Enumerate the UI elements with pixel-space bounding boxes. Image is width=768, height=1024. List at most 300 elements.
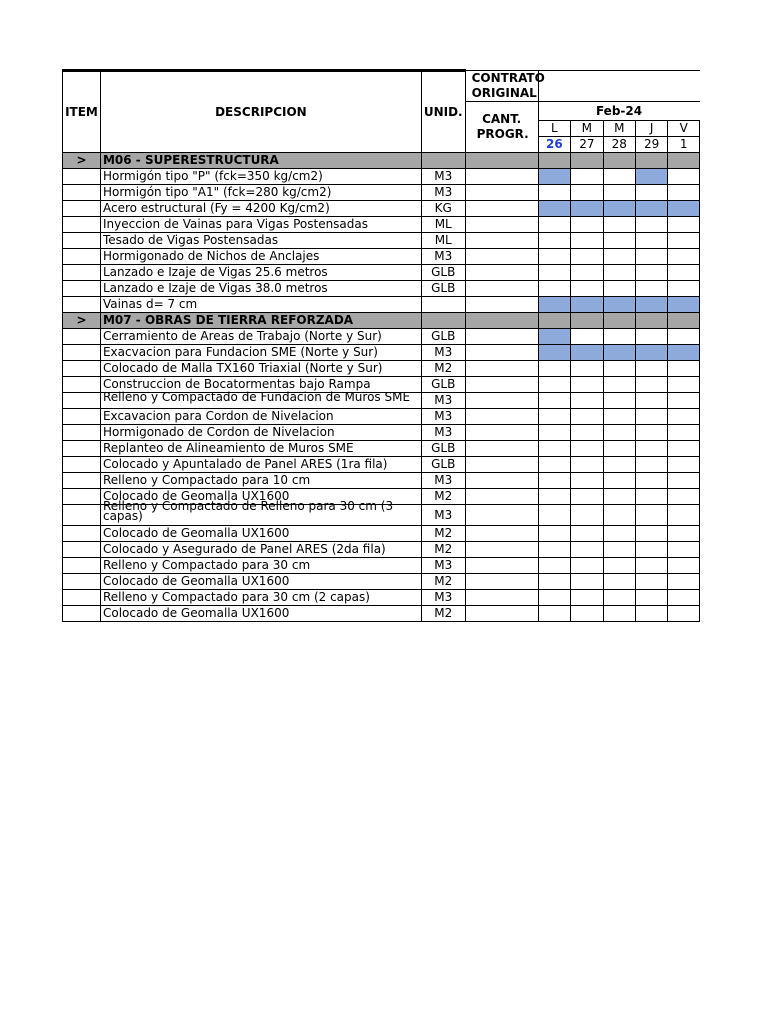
row-cant-progr — [465, 217, 538, 233]
row-cant-progr — [465, 473, 538, 489]
row-cant-progr — [465, 457, 538, 473]
gantt-cell — [603, 377, 635, 393]
gantt-cell — [635, 505, 667, 526]
row-cant-progr — [465, 345, 538, 361]
gantt-cell — [571, 606, 603, 622]
gantt-cell — [635, 473, 667, 489]
row-description: Colocado y Asegurado de Panel ARES (2da fila) — [100, 542, 421, 558]
gantt-cell — [603, 265, 635, 281]
group-row — [63, 313, 700, 329]
row-unit: GLB — [421, 377, 465, 393]
table-row — [63, 590, 700, 606]
row-cant-progr — [465, 441, 538, 457]
row-description: Inyeccion de Vainas para Vigas Postensadas — [100, 217, 421, 233]
row-description — [100, 499, 421, 526]
row-description: Hormigón tipo "P" (fck=350 kg/cm2) — [100, 169, 421, 185]
gantt-cell — [571, 542, 603, 558]
gantt-cell — [538, 281, 571, 297]
gantt-cell — [668, 249, 700, 265]
row-cant-progr — [465, 169, 538, 185]
header-month: Feb-24 — [538, 102, 699, 121]
row-description: Colocado de Geomalla UX1600 — [100, 606, 421, 622]
gantt-cell — [538, 542, 571, 558]
row-item — [63, 361, 101, 377]
row-cant-progr — [465, 313, 538, 329]
header-weekday: V — [668, 121, 700, 137]
row-description: Colocado de Geomalla UX1600 — [100, 489, 421, 505]
gantt-cell — [668, 409, 700, 425]
row-description: Colocado de Geomalla UX1600 — [100, 574, 421, 590]
gantt-cell — [603, 153, 635, 169]
table-row — [63, 345, 700, 361]
row-item — [63, 249, 101, 265]
gantt-cell — [668, 393, 700, 409]
table-row — [63, 249, 700, 265]
row-item: > — [63, 313, 101, 329]
gantt-cell — [538, 489, 571, 505]
row-description: Tesado de Vigas Postensadas — [100, 233, 421, 249]
row-description: Acero estructural (Fy = 4200 Kg/cm2) — [100, 201, 421, 217]
gantt-cell — [571, 361, 603, 377]
row-item: > — [63, 153, 101, 169]
gantt-cell — [668, 558, 700, 574]
row-cant-progr — [465, 393, 538, 409]
gantt-bar-cell — [603, 297, 635, 313]
row-item — [63, 281, 101, 297]
gantt-cell — [571, 473, 603, 489]
row-unit: GLB — [421, 281, 465, 297]
row-item — [63, 217, 101, 233]
row-description: Relleno y Compactado para 10 cm — [100, 473, 421, 489]
row-unit: M3 — [421, 249, 465, 265]
row-item — [63, 329, 101, 345]
gantt-cell — [635, 542, 667, 558]
row-cant-progr — [465, 233, 538, 249]
row-description: M06 - SUPERESTRUCTURA — [100, 153, 421, 169]
row-description: M07 - OBRAS DE TIERRA REFORZADA — [100, 313, 421, 329]
gantt-cell — [668, 489, 700, 505]
gantt-bar-cell — [635, 297, 667, 313]
row-cant-progr — [465, 265, 538, 281]
gantt-cell — [635, 265, 667, 281]
gantt-bar-cell — [538, 201, 571, 217]
table-row — [63, 185, 700, 201]
row-cant-progr — [465, 409, 538, 425]
row-unit: M3 — [421, 425, 465, 441]
gantt-cell — [603, 473, 635, 489]
row-cant-progr — [465, 153, 538, 169]
row-item — [63, 233, 101, 249]
gantt-cell — [603, 505, 635, 526]
row-description: Relleno y Compactado para 30 cm (2 capas) — [100, 590, 421, 606]
row-unit: M3 — [421, 505, 465, 526]
row-item — [63, 489, 101, 505]
gantt-cell — [538, 590, 571, 606]
row-description: Hormigón tipo "A1" (fck=280 kg/cm2) — [100, 185, 421, 201]
gantt-cell — [668, 153, 700, 169]
gantt-bar-cell — [668, 201, 700, 217]
row-item — [63, 185, 101, 201]
gantt-bar-cell — [635, 345, 667, 361]
row-unit: ML — [421, 233, 465, 249]
header-item: ITEM — [63, 71, 101, 153]
gantt-cell — [635, 217, 667, 233]
gantt-cell — [603, 329, 635, 345]
row-unit: M2 — [421, 489, 465, 505]
gantt-cell — [668, 590, 700, 606]
row-cant-progr — [465, 489, 538, 505]
gantt-cell — [571, 425, 603, 441]
gantt-cell — [571, 409, 603, 425]
row-item — [63, 457, 101, 473]
gantt-cell — [668, 542, 700, 558]
row-description: Relleno y Compactado para 30 cm — [100, 558, 421, 574]
table-row — [63, 201, 700, 217]
row-item — [63, 377, 101, 393]
row-description: Lanzado e Izaje de Vigas 25.6 metros — [100, 265, 421, 281]
gantt-cell — [668, 265, 700, 281]
header-weekday: J — [635, 121, 667, 137]
gantt-cell — [571, 249, 603, 265]
table-row — [63, 233, 700, 249]
table-row — [63, 441, 700, 457]
row-item — [63, 345, 101, 361]
gantt-cell — [571, 153, 603, 169]
gantt-cell — [668, 425, 700, 441]
row-unit: ML — [421, 217, 465, 233]
row-cant-progr — [465, 297, 538, 313]
row-unit: KG — [421, 201, 465, 217]
table-row — [63, 526, 700, 542]
gantt-cell — [538, 265, 571, 281]
row-unit: M3 — [421, 185, 465, 201]
gantt-cell — [603, 185, 635, 201]
table-row — [63, 169, 700, 185]
row-description: Cerramiento de Areas de Trabajo (Norte y Sur) — [100, 329, 421, 345]
gantt-cell — [603, 526, 635, 542]
row-item — [63, 542, 101, 558]
gantt-cell — [603, 441, 635, 457]
row-cant-progr — [465, 425, 538, 441]
gantt-cell — [668, 606, 700, 622]
row-unit — [421, 153, 465, 169]
row-item — [63, 590, 101, 606]
gantt-cell — [571, 185, 603, 201]
header-cant — [465, 102, 538, 153]
row-description-text: Relleno y Compactado de Fundacion de Muros SME — [102, 389, 411, 404]
gantt-cell — [635, 377, 667, 393]
table-row — [63, 329, 700, 345]
gantt-cell — [668, 281, 700, 297]
gantt-cell — [603, 558, 635, 574]
table-row — [63, 574, 700, 590]
gantt-cell — [538, 249, 571, 265]
row-unit: M3 — [421, 409, 465, 425]
row-item — [63, 297, 101, 313]
row-description: Excavacion para Cordon de Nivelacion — [100, 409, 421, 425]
gantt-cell — [571, 313, 603, 329]
row-description: Lanzado e Izaje de Vigas 38.0 metros — [100, 281, 421, 297]
gantt-cell — [635, 574, 667, 590]
row-unit: M2 — [421, 526, 465, 542]
row-cant-progr — [465, 281, 538, 297]
gantt-cell — [603, 393, 635, 409]
header-day-number: 29 — [635, 137, 667, 153]
row-item — [63, 606, 101, 622]
gantt-cell — [635, 153, 667, 169]
gantt-cell — [603, 361, 635, 377]
gantt-cell — [538, 558, 571, 574]
gantt-cell — [538, 441, 571, 457]
row-description: Replanteo de Alineamiento de Muros SME — [100, 441, 421, 457]
row-item — [63, 265, 101, 281]
row-cant-progr — [465, 590, 538, 606]
gantt-cell — [668, 329, 700, 345]
gantt-cell — [635, 281, 667, 297]
gantt-bar-cell — [538, 329, 571, 345]
gantt-cell — [571, 489, 603, 505]
gantt-cell — [571, 558, 603, 574]
gantt-cell — [635, 313, 667, 329]
row-unit: GLB — [421, 329, 465, 345]
gantt-cell — [571, 441, 603, 457]
gantt-cell — [538, 393, 571, 409]
row-unit: M2 — [421, 361, 465, 377]
gantt-cell — [538, 409, 571, 425]
header-day-number: 27 — [571, 137, 603, 153]
gantt-cell — [538, 233, 571, 249]
table-row — [63, 457, 700, 473]
row-description-text: Relleno y Compactado de Relleno para 30 cm (3 capas) — [102, 499, 394, 523]
gantt-bar-cell — [538, 297, 571, 313]
table-row — [63, 265, 700, 281]
row-cant-progr — [465, 185, 538, 201]
gantt-cell — [668, 574, 700, 590]
header-contrato-text: CONTRATO ORIGINAL — [471, 71, 545, 100]
group-row — [63, 153, 700, 169]
gantt-cell — [635, 441, 667, 457]
header-blank-top — [538, 71, 699, 102]
gantt-bar-cell — [603, 201, 635, 217]
table-row — [63, 281, 700, 297]
row-cant-progr — [465, 542, 538, 558]
row-unit: M3 — [421, 473, 465, 489]
gantt-cell — [668, 377, 700, 393]
gantt-cell — [538, 185, 571, 201]
gantt-cell — [603, 281, 635, 297]
row-unit: GLB — [421, 457, 465, 473]
gantt-cell — [603, 590, 635, 606]
gantt-cell — [538, 313, 571, 329]
table-row — [63, 217, 700, 233]
gantt-cell — [571, 574, 603, 590]
gantt-cell — [635, 185, 667, 201]
gantt-bar-cell — [538, 345, 571, 361]
gantt-cell — [538, 505, 571, 526]
header-contrato — [465, 71, 545, 102]
gantt-cell — [603, 169, 635, 185]
gantt-cell — [571, 457, 603, 473]
gantt-bar-cell — [668, 297, 700, 313]
gantt-cell — [668, 441, 700, 457]
row-cant-progr — [465, 329, 538, 345]
row-unit — [421, 313, 465, 329]
row-description: Construccion de Bocatormentas bajo Rampa — [100, 377, 421, 393]
gantt-cell — [635, 409, 667, 425]
gantt-cell — [668, 473, 700, 489]
gantt-cell — [538, 606, 571, 622]
gantt-cell — [668, 233, 700, 249]
gantt-cell — [635, 329, 667, 345]
gantt-cell — [571, 526, 603, 542]
gantt-cell — [603, 217, 635, 233]
row-unit: M3 — [421, 590, 465, 606]
row-unit: GLB — [421, 265, 465, 281]
header-weekday: M — [603, 121, 635, 137]
gantt-cell — [538, 217, 571, 233]
row-cant-progr — [465, 377, 538, 393]
row-description: Hormigonado de Cordon de Nivelacion — [100, 425, 421, 441]
gantt-cell — [603, 574, 635, 590]
gantt-cell — [603, 542, 635, 558]
header-day-number: 26 — [538, 137, 571, 153]
gantt-cell — [603, 233, 635, 249]
header-day-number: 1 — [668, 137, 700, 153]
gantt-cell — [603, 425, 635, 441]
table-row — [63, 425, 700, 441]
schedule-table — [62, 69, 700, 622]
row-item — [63, 393, 101, 409]
gantt-cell — [571, 265, 603, 281]
row-unit: M2 — [421, 574, 465, 590]
gantt-cell — [603, 489, 635, 505]
gantt-cell — [603, 313, 635, 329]
row-item — [63, 201, 101, 217]
gantt-cell — [635, 590, 667, 606]
row-description — [100, 389, 421, 409]
row-item — [63, 558, 101, 574]
gantt-cell — [603, 409, 635, 425]
header-day-number: 28 — [603, 137, 635, 153]
gantt-cell — [538, 425, 571, 441]
gantt-cell — [603, 457, 635, 473]
row-unit: M2 — [421, 606, 465, 622]
row-cant-progr — [465, 526, 538, 542]
row-description: Colocado de Malla TX160 Triaxial (Norte y Sur) — [100, 361, 421, 377]
gantt-bar-cell — [571, 345, 603, 361]
gantt-cell — [635, 558, 667, 574]
header-unid: UNID. — [421, 71, 465, 153]
row-description: Colocado de Geomalla UX1600 — [100, 526, 421, 542]
row-cant-progr — [465, 201, 538, 217]
row-item — [63, 473, 101, 489]
row-description: Hormigonado de Nichos de Anclajes — [100, 249, 421, 265]
gantt-bar-cell — [571, 297, 603, 313]
gantt-bar-cell — [668, 345, 700, 361]
row-cant-progr — [465, 558, 538, 574]
gantt-cell — [538, 361, 571, 377]
row-item — [63, 505, 101, 526]
table-row — [63, 409, 700, 425]
table-row — [63, 606, 700, 622]
gantt-cell — [538, 377, 571, 393]
gantt-bar-cell — [538, 169, 571, 185]
row-item — [63, 574, 101, 590]
table-row — [63, 297, 700, 313]
table-row — [63, 393, 700, 409]
row-unit: M3 — [421, 558, 465, 574]
gantt-cell — [538, 526, 571, 542]
schedule-sheet — [62, 69, 700, 622]
row-unit: GLB — [421, 441, 465, 457]
header-weekday: L — [538, 121, 571, 137]
gantt-cell — [635, 606, 667, 622]
gantt-cell — [668, 313, 700, 329]
row-unit: M3 — [421, 169, 465, 185]
header-weekday: M — [571, 121, 603, 137]
row-cant-progr — [465, 505, 538, 526]
row-cant-progr — [465, 606, 538, 622]
gantt-cell — [668, 505, 700, 526]
row-item — [63, 425, 101, 441]
gantt-cell — [668, 185, 700, 201]
gantt-cell — [635, 457, 667, 473]
gantt-cell — [571, 217, 603, 233]
row-unit: M3 — [421, 345, 465, 361]
gantt-cell — [571, 233, 603, 249]
row-cant-progr — [465, 574, 538, 590]
gantt-cell — [635, 526, 667, 542]
gantt-bar-cell — [603, 345, 635, 361]
row-item — [63, 409, 101, 425]
gantt-cell — [571, 169, 603, 185]
gantt-cell — [571, 329, 603, 345]
table-row — [63, 542, 700, 558]
row-description: Exacvacion para Fundacion SME (Norte y Sur) — [100, 345, 421, 361]
gantt-cell — [571, 505, 603, 526]
table-row — [63, 558, 700, 574]
row-item — [63, 169, 101, 185]
row-item — [63, 526, 101, 542]
gantt-cell — [668, 169, 700, 185]
row-description: Vainas d= 7 cm — [100, 297, 421, 313]
gantt-cell — [668, 361, 700, 377]
table-row — [63, 505, 700, 526]
gantt-cell — [603, 249, 635, 265]
gantt-cell — [668, 457, 700, 473]
gantt-cell — [538, 153, 571, 169]
gantt-cell — [571, 393, 603, 409]
row-cant-progr — [465, 361, 538, 377]
gantt-cell — [635, 425, 667, 441]
gantt-bar-cell — [635, 201, 667, 217]
row-description: Colocado y Apuntalado de Panel ARES (1ra fila) — [100, 457, 421, 473]
row-unit — [421, 297, 465, 313]
gantt-cell — [635, 489, 667, 505]
gantt-cell — [571, 377, 603, 393]
gantt-cell — [571, 590, 603, 606]
gantt-cell — [635, 393, 667, 409]
row-item — [63, 441, 101, 457]
gantt-cell — [571, 281, 603, 297]
table-row — [63, 473, 700, 489]
row-cant-progr — [465, 249, 538, 265]
gantt-cell — [668, 217, 700, 233]
row-unit: M2 — [421, 542, 465, 558]
header-cant-text: CANT. PROGR. — [476, 112, 529, 141]
table-row — [63, 361, 700, 377]
gantt-cell — [603, 606, 635, 622]
